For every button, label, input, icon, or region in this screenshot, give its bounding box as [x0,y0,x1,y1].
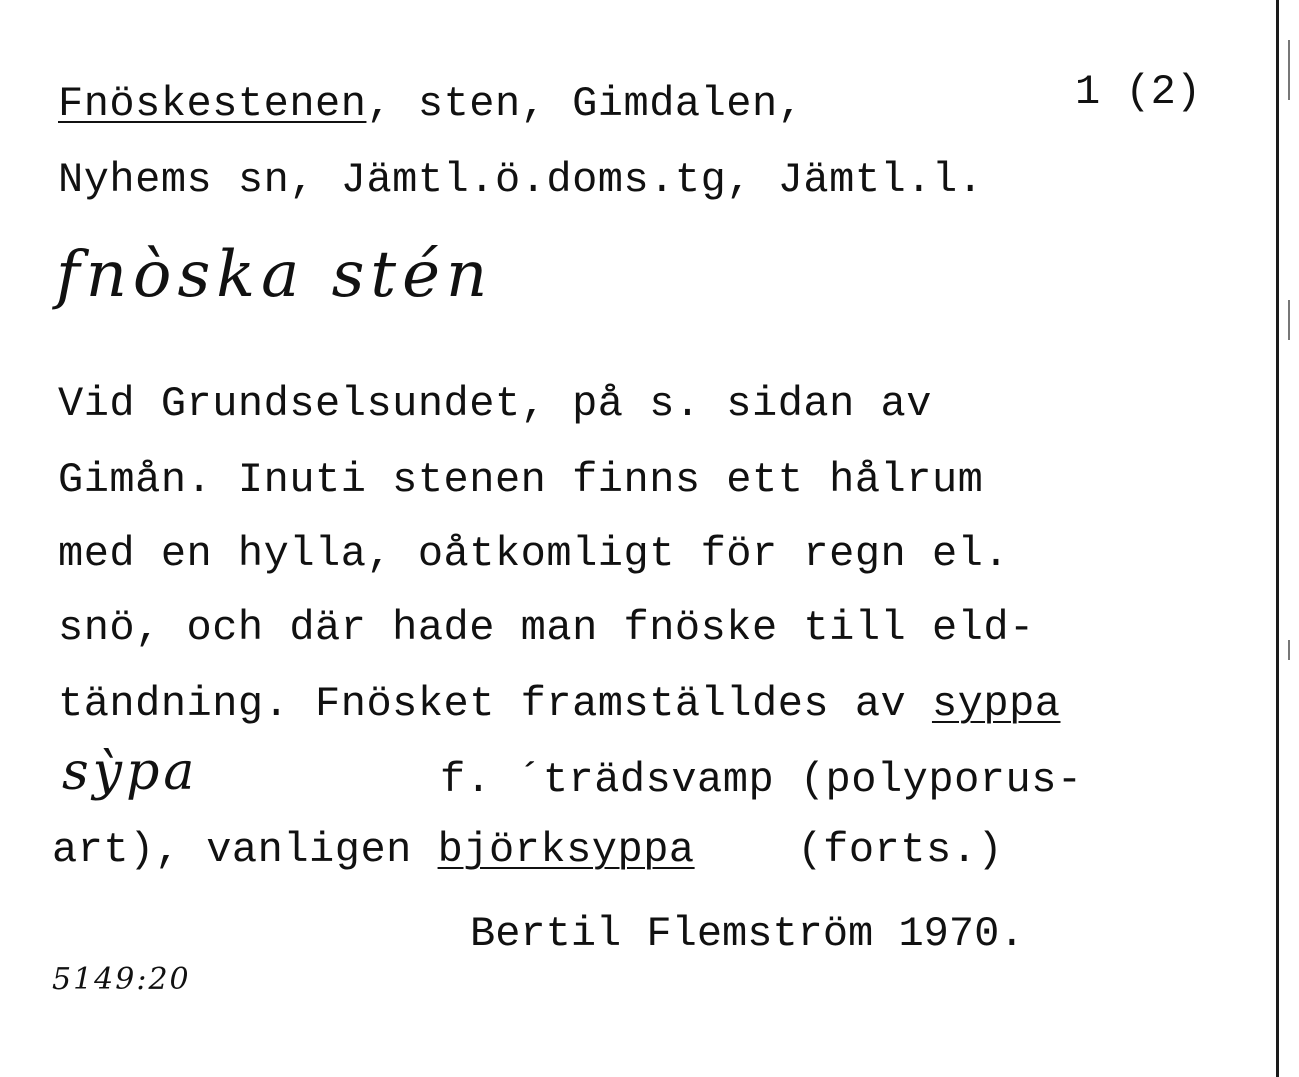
body-line-2: Gimån. Inuti stenen finns ett hålrum [58,456,984,504]
header-line-1 [58,80,803,128]
header-location: , sten, Gimdalen, [366,80,804,128]
body-line-5-text: tändning. Fnösket framställdes av [58,680,932,728]
term-bjorksyppa: björksyppa [437,826,695,874]
handwritten-code: 5149:20 [52,962,191,997]
headword: Fnöskestenen [58,80,367,128]
card-edge [1276,0,1279,1077]
page-number: 1 (2) [1075,68,1202,116]
continued-note: (forts.) [694,826,1004,874]
term-syppa: syppa [931,680,1061,728]
body-line-7-pre: art), vanligen [52,826,438,874]
body-line-5 [58,680,1060,728]
handwritten-form: sỳpa [62,742,199,802]
body-line-3: med en hylla, oåtkomligt för regn el. [58,530,1010,578]
signature: Bertil Flemström 1970. [470,910,1025,958]
handwritten-pronunciation: fnòska stén [56,238,494,312]
scan-mark [1288,640,1290,660]
scan-mark [1288,40,1290,100]
scan-mark [1288,300,1290,340]
body-line-1: Vid Grundselsundet, på s. sidan av [58,380,932,428]
body-line-6: f. ´trädsvamp (polyporus- [440,756,1083,804]
header-line-2: Nyhems sn, Jämtl.ö.doms.tg, Jämtl.l. [58,156,984,204]
body-line-4: snö, och där hade man fnöske till eld- [58,604,1035,652]
body-line-7 [52,826,1003,874]
